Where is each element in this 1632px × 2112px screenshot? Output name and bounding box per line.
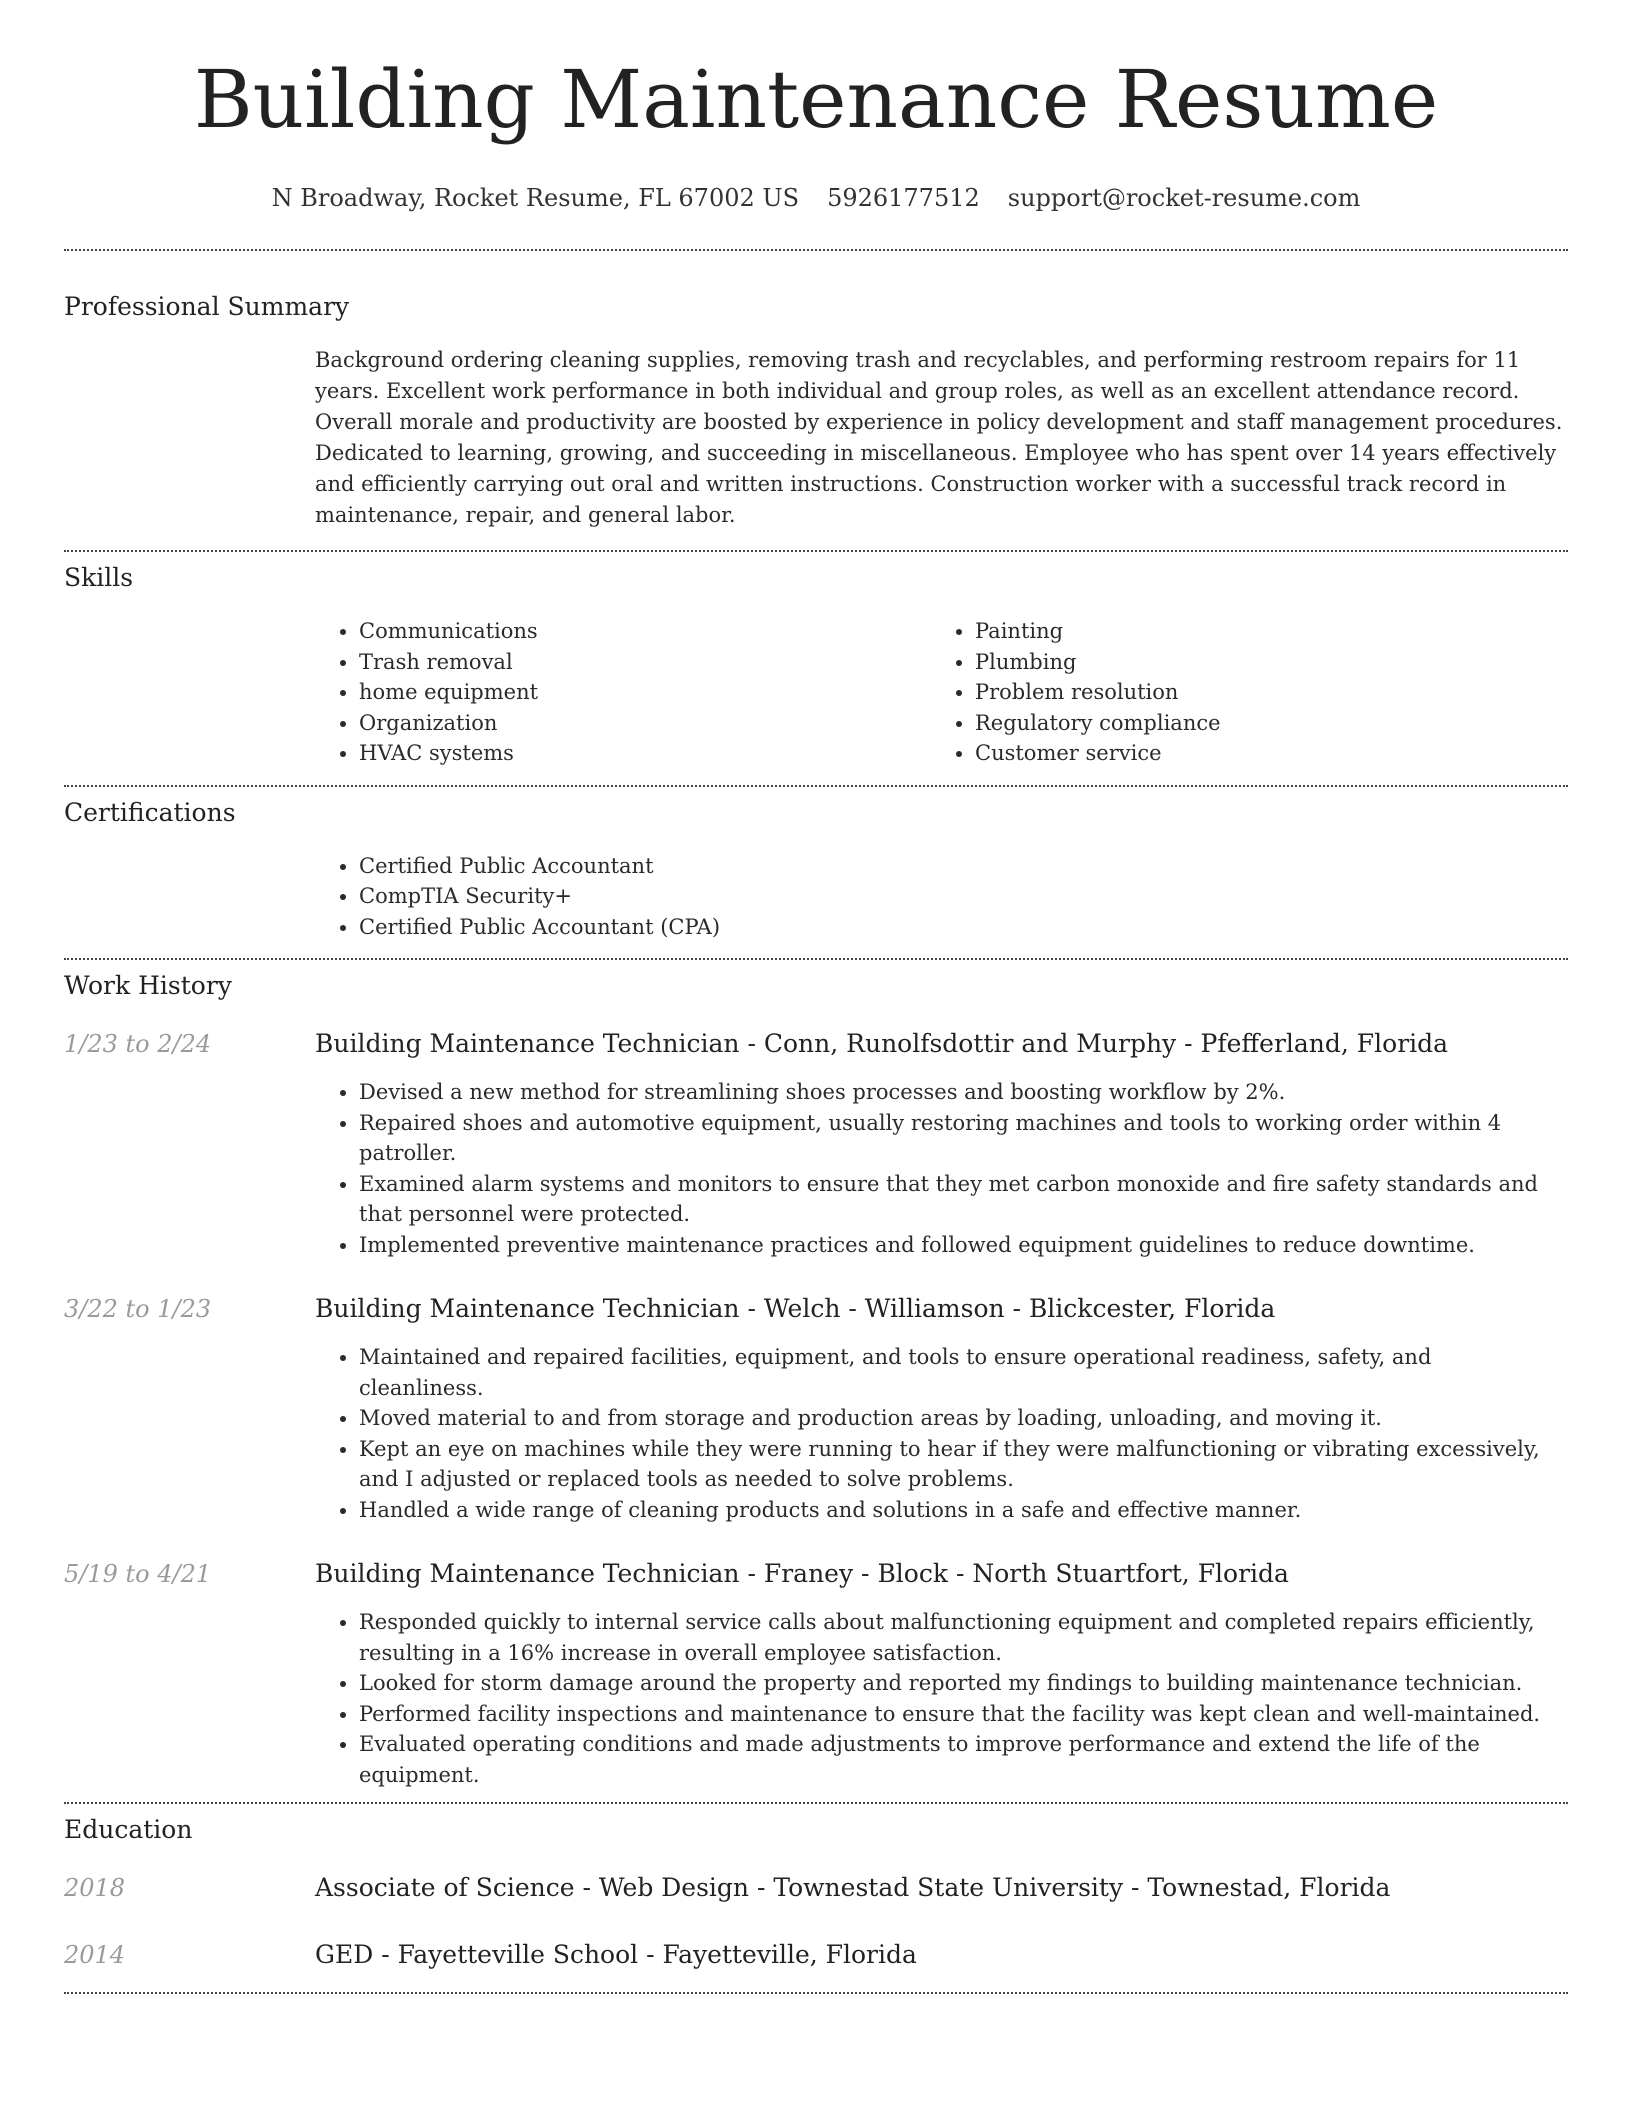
education-entry [64,1872,1568,1904]
list-item: • Evaluated operating conditions and made adjustments to improve performance and extend the life of the equipment. [359,1729,1559,1790]
list-item: • Maintained and repaired facilities, equipment, and tools to ensure operational readiness, safety, and cleanliness. [359,1342,1559,1403]
education-title: Associate of Science - Web Design - Townestad State University - Townestad, Florida [315,1873,1391,1902]
list-item: • Organization [359,708,931,739]
job-entry [64,1293,1568,1325]
job-title: Building Maintenance Technician - Conn, Runolfsdottir and Murphy - Pfefferland, Florida [315,1029,1449,1058]
job-date: 5/19 to 4/21 [64,1560,212,1588]
divider [64,958,1568,960]
skills-column-left [315,616,931,769]
list-item: • Performed facility inspections and maintenance to ensure that the facility was kept clean and well-maintained. [359,1699,1559,1730]
certifications-list [315,851,1568,943]
contact-email: support@rocket-resume.com [1007,184,1361,212]
list-item: • Kept an eye on machines while they were running to hear if they were malfunctioning or vibrating excessively, and I adjusted or replaced tools as needed to solve problems. [359,1434,1559,1495]
list-item: • home equipment [359,677,931,708]
divider [64,249,1568,251]
list-item: • HVAC systems [359,738,931,769]
job-date: 3/22 to 1/23 [64,1295,212,1323]
list-item: • Handled a wide range of cleaning products and solutions in a safe and effective manner. [359,1495,1559,1526]
list-item: • Communications [359,616,931,647]
job-title: Building Maintenance Technician - Franey - Block - North Stuartfort, Florida [315,1559,1289,1588]
job-title: Building Maintenance Technician - Welch - Williamson - Blickcester, Florida [315,1294,1276,1323]
list-item: • Plumbing [975,647,1547,678]
list-item: • Implemented preventive maintenance practices and followed equipment guidelines to reduce downtime. [359,1230,1559,1261]
list-item: • Looked for storm damage around the property and reported my findings to building maintenance technician. [359,1668,1559,1699]
list-item: • Trash removal [359,647,931,678]
list-item: • Responded quickly to internal service calls about malfunctioning equipment and completed repairs efficiently, resulting in a 16% increase in overall employee satisfaction. [359,1607,1559,1668]
resume-title: Building Maintenance Resume [193,53,1439,146]
list-item: • Moved material to and from storage and production areas by loading, unloading, and moving it. [359,1403,1559,1434]
list-item: • Certified Public Accountant (CPA) [359,912,1568,943]
divider [64,1992,1568,1994]
list-item: • Customer service [975,738,1547,769]
certifications-heading: Certifications [64,797,236,827]
resume-page [64,0,1568,1994]
summary-heading: Professional Summary [64,292,350,321]
contact-phone: 5926177512 [827,184,980,212]
list-item: • Repaired shoes and automotive equipment, usually restoring machines and tools to working order within 4 patroller. [359,1108,1559,1169]
divider [64,550,1568,552]
summary-text: Background ordering cleaning supplies, removing trash and recyclables, and performing restroom repairs for 11 years. Excellent work performance in both individual and group roles, as well as an excellent attendance record. Overall morale and productivity are boosted by experience in policy development and staff management procedures. Dedicated to learning, growing, and succeeding in miscellaneous. Employee who has spent over 14 years effectively and efficiently carrying out oral and written instructions. Construction worker with a successful track record in maintenance, repair, and general labor. [315,348,1563,527]
list-item: • Certified Public Accountant [359,851,1568,882]
list-item: • Problem resolution [975,677,1547,708]
list-item: • Examined alarm systems and monitors to ensure that they met carbon monoxide and fire safety standards and that personnel were protected. [359,1169,1559,1230]
skills-column-right [931,616,1547,769]
job-entry [64,1558,1568,1590]
divider [64,1802,1568,1804]
list-item: • Painting [975,616,1547,647]
education-heading: Education [64,1815,193,1844]
education-title: GED - Fayetteville School - Fayetteville, Florida [315,1940,917,1969]
education-date: 2018 [64,1874,126,1902]
job-bullets [315,1077,1568,1260]
job-bullets [315,1607,1568,1790]
job-bullets [315,1342,1568,1525]
skills-heading: Skills [64,563,134,592]
education-entry [64,1939,1568,1971]
skills-list [315,616,1568,769]
divider [64,785,1568,787]
list-item: • Devised a new method for streamlining shoes processes and boosting workflow by 2%. [359,1077,1559,1108]
work-history-heading: Work History [64,971,232,1000]
list-item: • CompTIA Security+ [359,881,1568,912]
job-date: 1/23 to 2/24 [64,1030,212,1058]
contact-line [64,182,1568,214]
job-entry [64,1028,1568,1060]
list-item: • Regulatory compliance [975,708,1547,739]
contact-address: N Broadway, Rocket Resume, FL 67002 US [271,184,800,212]
education-date: 2014 [64,1941,126,1969]
